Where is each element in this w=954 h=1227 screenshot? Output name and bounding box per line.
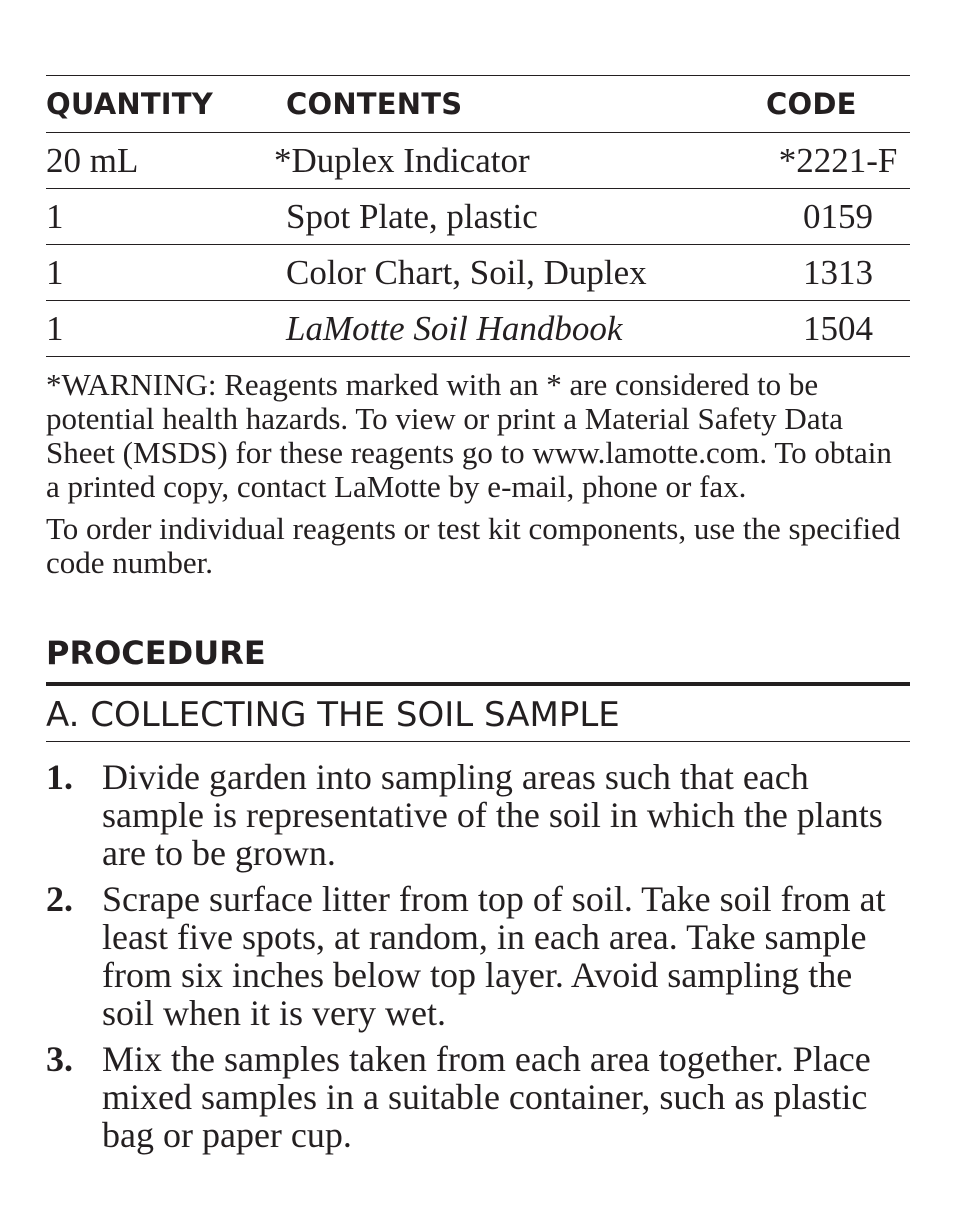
step-number: 1. xyxy=(46,757,73,797)
row-code: *2221-F xyxy=(778,140,898,180)
row-quantity: 1 xyxy=(46,196,64,236)
kit-contents-table xyxy=(46,75,910,357)
step-number: 3. xyxy=(46,1039,73,1079)
row-quantity: 20 mL xyxy=(46,140,139,180)
row-quantity: 1 xyxy=(46,252,64,292)
header-quantity: QUANTITY xyxy=(46,87,213,121)
row-quantity: 1 xyxy=(46,308,64,348)
section-heading: A. COLLECTING THE SOIL SAMPLE xyxy=(46,695,910,742)
table-row xyxy=(46,133,910,189)
row-contents: *Duplex Indicator xyxy=(274,140,530,180)
table-header-row xyxy=(46,76,910,133)
table-row xyxy=(46,189,910,245)
list-item xyxy=(46,1040,910,1154)
warning-text: *WARNING: Reagents marked with an * are considered to be potential health hazards. To view or print a Material Safety Data Sheet (MSDS) for these reagents go to www.lamotte.com. To obtain a printed copy, contact LaMotte by e-mail, phone or fax. xyxy=(46,367,892,504)
step-number: 2. xyxy=(46,879,73,919)
row-code: 1313 xyxy=(803,252,873,292)
row-code: 1504 xyxy=(803,308,873,348)
row-contents: LaMotte Soil Handbook xyxy=(286,308,623,348)
table-row xyxy=(46,245,910,301)
procedure-steps-list xyxy=(46,758,910,1162)
order-note-text: To order individual reagents or test kit components, use the specified code number. xyxy=(46,511,901,580)
step-text: Scrape surface litter from top of soil. Take soil from at least five spots, at random, in each area. Take sample from six inches below top layer. Avoid sampling the soil when it is very wet. xyxy=(102,879,886,1033)
row-contents: Color Chart, Soil, Duplex xyxy=(286,252,647,292)
header-contents: CONTENTS xyxy=(286,87,463,121)
list-item xyxy=(46,880,910,1032)
header-code: CODE xyxy=(766,87,857,121)
procedure-heading: PROCEDURE xyxy=(46,634,910,686)
row-code: 0159 xyxy=(803,196,873,236)
notes-block xyxy=(46,368,910,588)
step-text: Mix the samples taken from each area together. Place mixed samples in a suitable container, such as plastic bag or paper cup. xyxy=(102,1039,871,1155)
row-contents: Spot Plate, plastic xyxy=(286,196,538,236)
list-item xyxy=(46,758,910,872)
table-row xyxy=(46,301,910,357)
step-text: Divide garden into sampling areas such that each sample is representative of the soil in which the plants are to be grown. xyxy=(102,757,883,873)
